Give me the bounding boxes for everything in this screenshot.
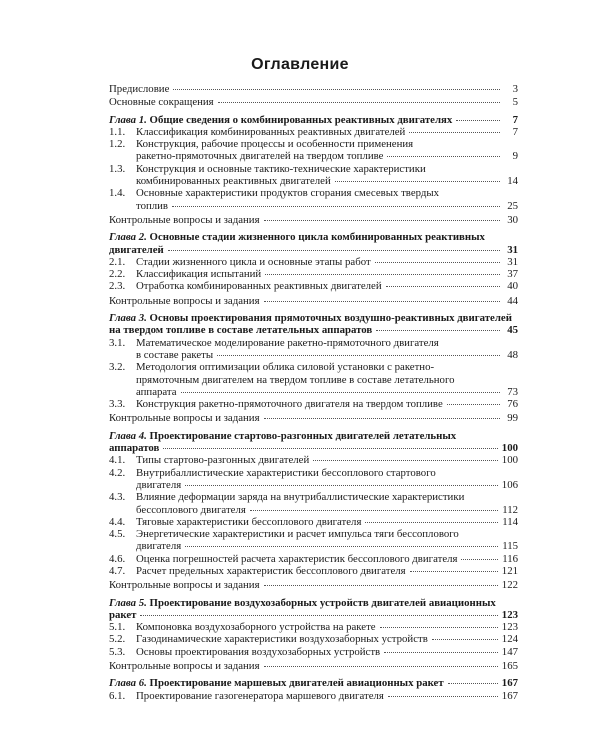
page-number: 123	[501, 608, 518, 621]
entry-text: Конструкция и основные тактико-технические характеристики	[136, 162, 426, 175]
entry-text: Общие сведения о комбинированных реактивных двигателях	[149, 113, 453, 126]
dot-leader	[181, 391, 500, 393]
entry-text: Газодинамические характеристики воздухозаборных устройств	[136, 633, 428, 646]
dot-leader	[461, 558, 498, 560]
dot-leader	[264, 665, 498, 667]
toc-line	[136, 516, 518, 528]
toc-line	[136, 398, 518, 410]
dot-leader	[375, 261, 500, 263]
toc-line	[136, 150, 518, 162]
page-number: 5	[512, 96, 518, 109]
toc-line	[136, 337, 518, 349]
toc-entry	[109, 163, 518, 188]
entry-text: Типы стартово-разгонных двигателей	[136, 454, 310, 467]
page-number: 167	[501, 689, 518, 702]
toc-line	[109, 231, 518, 243]
toc-line	[136, 565, 518, 577]
page-number: 116	[502, 552, 518, 565]
chapter-label: Глава 5.	[109, 596, 147, 609]
dot-leader	[264, 584, 498, 586]
entry-text: Контрольные вопросы и задания	[109, 412, 260, 425]
dot-leader	[264, 219, 500, 221]
entry-text: Основные стадии жизненного цикла комбинированных реактивных	[149, 231, 485, 244]
entry-text: Классификация комбинированных реактивных двигателей	[136, 125, 406, 138]
page-number: 44	[507, 294, 518, 307]
chapter-label: Глава 6.	[109, 677, 147, 690]
dot-leader	[185, 484, 498, 486]
entry-text: Основы проектирования прямоточных воздушно-реактивных двигателей	[149, 312, 512, 325]
entry-text: Стадии жизненного цикла и основные этапы работ	[136, 255, 371, 268]
page-number: 122	[501, 579, 518, 592]
entry-text: ракетно-прямоточных двигателей на твердом топливе	[136, 150, 384, 163]
dot-leader	[384, 651, 498, 653]
entry-text: двигателей	[109, 243, 164, 256]
entry-text: Основы проектирования воздухозаборных устройств	[136, 645, 381, 658]
toc-entry	[109, 454, 518, 466]
dot-leader	[448, 682, 498, 684]
entry-text: двигателя	[136, 540, 182, 553]
dot-leader	[387, 155, 500, 157]
toc-line	[136, 175, 518, 187]
page-number: 99	[507, 412, 518, 425]
dot-leader	[432, 638, 498, 640]
toc-line	[136, 361, 518, 373]
toc-entry	[109, 677, 518, 689]
toc-entry	[109, 114, 518, 126]
entry-text: Проектирование маршевых двигателей авиационных ракет	[149, 677, 444, 690]
toc-line	[109, 114, 518, 126]
toc-line	[136, 349, 518, 361]
page-number: 76	[507, 398, 518, 411]
page-number: 106	[501, 478, 518, 491]
toc-entry	[109, 553, 518, 565]
toc-entry	[109, 660, 518, 672]
entry-text: аппарата	[136, 385, 177, 398]
chapter-label: Глава 2.	[109, 231, 147, 244]
toc-line	[136, 138, 518, 150]
entry-text: Контрольные вопросы и задания	[109, 213, 260, 226]
toc-entry	[109, 565, 518, 577]
toc-line	[109, 295, 518, 307]
toc-line	[109, 214, 518, 226]
toc-line	[136, 553, 518, 565]
toc-entry	[109, 597, 518, 622]
page-number: 121	[501, 564, 518, 577]
section-number: 2.3.	[109, 280, 126, 293]
toc-entry	[109, 83, 518, 95]
toc-line	[109, 677, 518, 689]
toc-entry	[109, 295, 518, 307]
section-number: 5.2.	[109, 633, 126, 646]
toc-line	[109, 597, 518, 609]
page-number: 73	[507, 385, 518, 398]
toc-entry	[109, 96, 518, 108]
dot-leader	[264, 300, 500, 302]
entry-text: Проектирование стартово-разгонных двигателей летательных	[149, 429, 457, 442]
page-number: 167	[501, 677, 518, 690]
section-number: 4.6.	[109, 552, 126, 565]
page-number: 112	[502, 503, 518, 516]
dot-leader	[172, 205, 500, 207]
dot-leader	[168, 249, 500, 251]
entry-text: в составе ракеты	[136, 348, 214, 361]
page-number: 31	[507, 243, 518, 256]
entry-text: Энергетические характеристики и расчет импульса тяги бессоплового	[136, 528, 459, 541]
dot-leader	[335, 180, 500, 182]
section-number: 6.1.	[109, 689, 126, 702]
page-number: 124	[501, 633, 518, 646]
toc-line	[109, 430, 518, 442]
entry-text: Отработка комбинированных реактивных двигателей	[136, 280, 382, 293]
entry-text: Предисловие	[109, 83, 170, 95]
toc-line	[136, 200, 518, 212]
page-title: Оглавление	[251, 56, 349, 73]
toc-line	[136, 280, 518, 292]
entry-text: ракет	[109, 608, 137, 621]
toc-line	[136, 374, 518, 386]
entry-text: на твердом топливе в составе летательных аппаратов	[109, 324, 373, 337]
toc-line	[109, 579, 518, 591]
dot-leader	[380, 626, 498, 628]
page-number: 165	[501, 660, 518, 673]
toc-line	[136, 386, 518, 398]
entry-text: Основные сокращения	[109, 96, 214, 109]
toc-line	[136, 479, 518, 491]
toc-line	[109, 412, 518, 424]
page-number: 3	[512, 83, 518, 95]
toc-line	[136, 467, 518, 479]
dot-leader	[388, 695, 498, 697]
toc-entry	[109, 467, 518, 492]
section-number: 1.3.	[109, 162, 126, 175]
toc-line	[136, 256, 518, 268]
entry-text: Тяговые характеристики бессоплового двигателя	[136, 515, 362, 528]
section-number: 5.1.	[109, 621, 126, 634]
toc-line	[136, 268, 518, 280]
toc-line	[109, 312, 518, 324]
page-number: 100	[501, 454, 518, 467]
toc-line	[109, 83, 518, 95]
dot-leader	[265, 273, 500, 275]
toc-line	[109, 442, 518, 454]
page-number: 123	[501, 621, 518, 634]
page-number: 9	[512, 150, 518, 163]
toc-line	[136, 528, 518, 540]
page-number: 147	[501, 645, 518, 658]
toc-entry	[109, 187, 518, 212]
toc-entry	[109, 280, 518, 292]
toc-line	[109, 96, 518, 108]
entry-text: комбинированных реактивных двигателей	[136, 175, 331, 188]
dot-leader	[376, 329, 500, 331]
toc-entry	[109, 312, 518, 337]
section-number: 4.4.	[109, 515, 126, 528]
dot-leader	[410, 570, 498, 572]
toc-entry	[109, 430, 518, 455]
toc-entry	[109, 231, 518, 256]
entry-text: Оценка погрешностей расчета характеристик бессоплового двигателя	[136, 552, 458, 565]
dot-leader	[313, 459, 498, 461]
dot-leader	[386, 285, 500, 287]
toc-entry	[109, 646, 518, 658]
entry-text: бессоплового двигателя	[136, 503, 246, 516]
entry-text: Контрольные вопросы и задания	[109, 579, 260, 592]
entry-text: Основные характеристики продуктов сгорания смесевых твердых	[136, 187, 440, 200]
entry-text: Контрольные вопросы и задания	[109, 294, 260, 307]
page-number: 100	[501, 442, 518, 455]
section-number: 4.5.	[109, 528, 126, 541]
toc-entry	[109, 398, 518, 410]
page-number: 37	[507, 268, 518, 281]
entry-text: Внутрибаллистические характеристики бессоплового стартового	[136, 466, 436, 479]
section-number: 3.1.	[109, 336, 126, 349]
entry-text: Проектирование газогенератора маршевого двигателя	[136, 689, 384, 702]
entry-text: Математическое моделирование ракетно-прямоточного двигателя	[136, 336, 439, 349]
dot-leader	[250, 509, 498, 511]
section-number: 5.3.	[109, 645, 126, 658]
toc-entry	[109, 633, 518, 645]
toc-entry	[109, 126, 518, 138]
dot-leader	[264, 417, 500, 419]
section-number: 4.3.	[109, 491, 126, 504]
toc-entry	[109, 690, 518, 702]
section-number: 3.3.	[109, 398, 126, 411]
toc-entry	[109, 214, 518, 226]
dot-leader	[218, 101, 500, 103]
toc-entry	[109, 491, 518, 516]
toc-entry	[109, 337, 518, 362]
page-number: 7	[512, 113, 518, 126]
toc-line	[136, 690, 518, 702]
toc-line	[136, 126, 518, 138]
dot-leader	[140, 614, 497, 616]
table-of-contents	[109, 82, 518, 702]
toc-entry	[109, 412, 518, 424]
section-number: 4.7.	[109, 564, 126, 577]
toc-line	[136, 646, 518, 658]
toc-line	[136, 504, 518, 516]
toc-line	[136, 491, 518, 503]
toc-entry	[109, 361, 518, 398]
page-number: 115	[502, 540, 518, 553]
toc-line	[136, 163, 518, 175]
dot-leader	[447, 403, 500, 405]
page-number: 40	[507, 280, 518, 293]
toc-entry	[109, 256, 518, 268]
toc-line	[136, 187, 518, 199]
section-number: 2.1.	[109, 255, 126, 268]
page-number: 31	[507, 255, 518, 268]
section-number: 1.4.	[109, 187, 126, 200]
toc-line	[136, 540, 518, 552]
toc-line	[109, 660, 518, 672]
page-number: 25	[507, 199, 518, 212]
page-number: 7	[512, 125, 518, 138]
toc-entry	[109, 516, 518, 528]
toc-entry	[109, 138, 518, 163]
entry-text: Расчет предельных характеристик бессоплового двигателя	[136, 564, 406, 577]
toc-line	[136, 621, 518, 633]
entry-text: Классификация испытаний	[136, 268, 262, 281]
toc-line	[136, 454, 518, 466]
dot-leader	[456, 119, 500, 121]
dot-leader	[409, 131, 500, 133]
section-number: 2.2.	[109, 268, 126, 281]
section-number: 4.1.	[109, 454, 126, 467]
page-number: 114	[502, 515, 518, 528]
toc-line	[109, 324, 518, 336]
dot-leader	[365, 521, 498, 523]
section-number: 1.1.	[109, 125, 126, 138]
entry-text: Конструкция ракетно-прямоточного двигателя на твердом топливе	[136, 398, 443, 411]
entry-text: Контрольные вопросы и задания	[109, 660, 260, 673]
entry-text: двигателя	[136, 478, 182, 491]
dot-leader	[217, 354, 500, 356]
toc-entry	[109, 621, 518, 633]
dot-leader	[173, 88, 500, 90]
page-number: 48	[507, 348, 518, 361]
entry-text: прямоточным двигателем на твердом топливе в составе летательного	[136, 373, 455, 386]
toc-line	[136, 633, 518, 645]
section-number: 3.2.	[109, 361, 126, 374]
entry-text: аппаратов	[109, 442, 160, 455]
toc-entry	[109, 579, 518, 591]
toc-line	[109, 244, 518, 256]
section-number: 1.2.	[109, 138, 126, 151]
chapter-label: Глава 4.	[109, 429, 147, 442]
entry-text: Проектирование воздухозаборных устройств двигателей авиационных	[149, 596, 496, 609]
toc-line	[109, 609, 518, 621]
toc-entry	[109, 268, 518, 280]
entry-text: Компоновка воздухозаборного устройства на ракете	[136, 621, 376, 634]
chapter-label: Глава 3.	[109, 312, 147, 325]
section-number: 4.2.	[109, 466, 126, 479]
entry-text: топлив	[136, 199, 169, 212]
page-number: 45	[507, 324, 518, 337]
dot-leader	[163, 447, 497, 449]
entry-text: Методология оптимизации облика силовой установки с ракетно-	[136, 361, 435, 374]
toc-entry	[109, 528, 518, 553]
page-number: 14	[507, 175, 518, 188]
dot-leader	[185, 545, 498, 547]
chapter-label: Глава 1.	[109, 113, 147, 126]
entry-text: Конструкция, рабочие процессы и особенности применения	[136, 138, 414, 151]
entry-text: Влияние деформации заряда на внутрибаллистические характеристики	[136, 491, 465, 504]
page-number: 30	[507, 213, 518, 226]
